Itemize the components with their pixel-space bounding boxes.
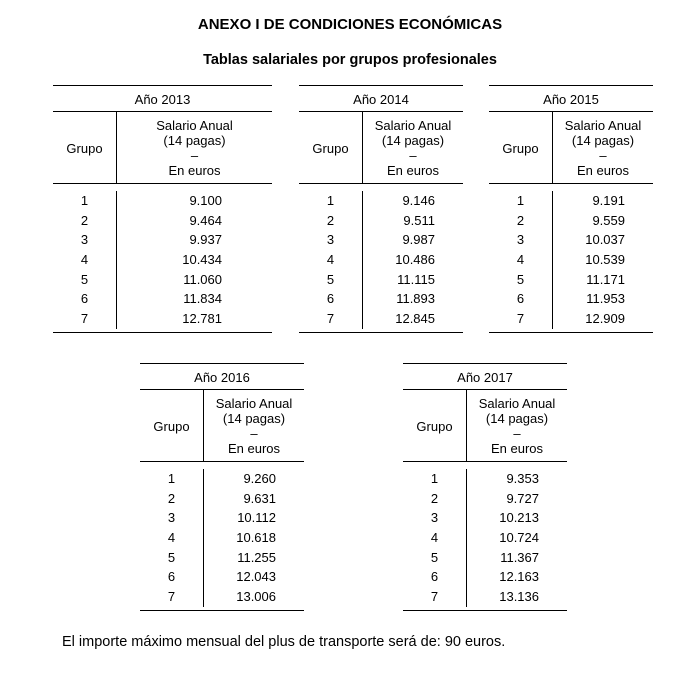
table-row xyxy=(299,211,463,231)
cell-grupo: 4 xyxy=(140,528,204,548)
cell-grupo: 6 xyxy=(140,567,204,587)
cell-salario: 9.464 xyxy=(189,212,222,228)
cell-salario: 10.213 xyxy=(499,510,539,526)
cell-salario: 11.893 xyxy=(396,291,435,307)
cell-salario: 12.909 xyxy=(585,311,625,327)
cell-grupo: 1 xyxy=(489,191,553,211)
table-year-header: Año 2013 xyxy=(53,85,272,112)
cell-salario: 10.037 xyxy=(585,232,625,248)
cell-grupo: 3 xyxy=(403,508,467,528)
table-row xyxy=(299,309,463,329)
transport-allowance-note: El importe máximo mensual del plus de transporte será de: 90 euros. xyxy=(62,634,506,650)
table-row xyxy=(140,489,304,509)
cell-grupo: 4 xyxy=(53,250,117,270)
cell-salario: 11.953 xyxy=(586,291,625,307)
salario-header-line2: (14 pagas) xyxy=(381,132,445,148)
cell-salario: 11.115 xyxy=(397,271,435,287)
table-body xyxy=(53,184,272,333)
salario-header-line3: – xyxy=(190,147,199,163)
cell-salario: 9.937 xyxy=(189,232,222,248)
cell-grupo: 4 xyxy=(489,250,553,270)
table-row xyxy=(299,230,463,250)
cell-salario: 9.260 xyxy=(243,471,276,486)
cell-grupo: 2 xyxy=(299,211,363,231)
salario-header-line4: En euros xyxy=(227,440,281,456)
cell-grupo: 6 xyxy=(299,289,363,309)
table-row xyxy=(53,211,272,231)
table-column-header xyxy=(140,390,304,462)
cell-salario: 9.559 xyxy=(592,212,625,228)
cell-salario: 10.618 xyxy=(236,530,276,546)
table-row xyxy=(299,270,463,290)
table-year-header: Año 2014 xyxy=(299,85,463,112)
table-row xyxy=(53,270,272,290)
table-body xyxy=(140,462,304,611)
cell-salario: 10.434 xyxy=(182,252,222,268)
cell-grupo: 3 xyxy=(140,508,204,528)
cell-grupo: 5 xyxy=(53,270,117,290)
document-subtitle: Tablas salariales por grupos profesionales xyxy=(203,52,497,68)
table-row xyxy=(53,191,272,211)
salary-table-2015 xyxy=(489,85,653,333)
column-header-salario xyxy=(553,112,653,183)
table-row xyxy=(140,567,304,587)
table-row xyxy=(403,528,567,548)
table-row xyxy=(489,191,653,211)
salario-header-line3: – xyxy=(513,425,521,441)
salario-header-line2: (14 pagas) xyxy=(485,410,549,426)
table-row xyxy=(489,289,653,309)
table-row xyxy=(489,309,653,329)
salary-table-2013 xyxy=(53,85,272,333)
column-header-grupo: Grupo xyxy=(53,112,117,183)
table-row xyxy=(403,489,567,509)
salario-header-line2: (14 pagas) xyxy=(571,132,635,148)
table-row xyxy=(299,289,463,309)
column-header-salario xyxy=(204,390,304,461)
salario-header-line2: (14 pagas) xyxy=(222,410,286,426)
salario-header-line2: (14 pagas) xyxy=(163,132,226,148)
column-header-salario xyxy=(363,112,463,183)
salario-header-line1: Salario Anual xyxy=(564,117,642,133)
table-row xyxy=(489,230,653,250)
table-row xyxy=(403,508,567,528)
table-row xyxy=(53,289,272,309)
table-year-header: Año 2015 xyxy=(489,85,653,112)
table-year-header: Año 2017 xyxy=(403,363,567,390)
salario-header-line1: Salario Anual xyxy=(478,395,556,411)
cell-salario: 11.060 xyxy=(183,271,222,287)
table-column-header xyxy=(53,112,272,184)
cell-salario: 10.539 xyxy=(585,252,625,268)
cell-salario: 12.163 xyxy=(499,569,539,585)
cell-grupo: 5 xyxy=(299,270,363,290)
salary-table-2016 xyxy=(140,363,304,611)
table-row xyxy=(489,211,653,231)
table-row xyxy=(53,309,272,329)
cell-salario: 9.191 xyxy=(592,193,625,208)
cell-salario: 9.727 xyxy=(506,490,539,506)
salary-table-2014 xyxy=(299,85,463,333)
cell-salario: 9.631 xyxy=(243,490,276,506)
cell-salario: 12.781 xyxy=(182,311,222,327)
cell-salario: 11.367 xyxy=(500,549,539,565)
cell-grupo: 7 xyxy=(53,309,117,329)
salario-header-line4: En euros xyxy=(386,162,440,178)
table-row xyxy=(140,469,304,489)
cell-salario: 9.146 xyxy=(402,193,435,208)
cell-grupo: 1 xyxy=(299,191,363,211)
table-row xyxy=(299,191,463,211)
salario-header-line3: – xyxy=(250,425,258,441)
table-row xyxy=(140,587,304,607)
table-body xyxy=(403,462,567,611)
cell-salario: 11.255 xyxy=(237,549,276,565)
cell-salario: 12.845 xyxy=(395,311,435,327)
cell-grupo: 2 xyxy=(53,211,117,231)
cell-grupo: 5 xyxy=(140,548,204,568)
cell-grupo: 1 xyxy=(140,469,204,489)
table-row xyxy=(403,567,567,587)
column-header-salario xyxy=(467,390,567,461)
cell-grupo: 4 xyxy=(299,250,363,270)
table-row xyxy=(140,548,304,568)
table-row xyxy=(403,587,567,607)
cell-salario: 9.511 xyxy=(403,212,435,228)
cell-salario: 10.724 xyxy=(499,530,539,546)
column-header-grupo: Grupo xyxy=(299,112,363,183)
cell-salario: 9.353 xyxy=(506,471,539,486)
cell-grupo: 7 xyxy=(403,587,467,607)
salario-header-line4: En euros xyxy=(490,440,544,456)
salario-header-line4: En euros xyxy=(168,162,221,178)
salario-header-line3: – xyxy=(409,147,417,163)
cell-salario: 9.987 xyxy=(402,232,435,248)
cell-grupo: 2 xyxy=(489,211,553,231)
column-header-salario xyxy=(117,112,272,183)
salario-header-line3: – xyxy=(599,147,607,163)
cell-salario: 10.112 xyxy=(237,510,276,526)
cell-grupo: 5 xyxy=(403,548,467,568)
table-row xyxy=(53,250,272,270)
table-row xyxy=(140,508,304,528)
cell-salario: 13.136 xyxy=(499,589,539,605)
table-column-header xyxy=(299,112,463,184)
salary-table-2017 xyxy=(403,363,567,611)
cell-salario: 12.043 xyxy=(236,569,276,585)
cell-salario: 11.171 xyxy=(586,271,625,287)
table-row xyxy=(403,469,567,489)
cell-grupo: 3 xyxy=(489,230,553,250)
table-column-header xyxy=(403,390,567,462)
salario-header-line1: Salario Anual xyxy=(374,117,452,133)
cell-grupo: 7 xyxy=(299,309,363,329)
cell-salario: 13.006 xyxy=(236,589,276,605)
salario-header-line4: En euros xyxy=(576,162,630,178)
cell-grupo: 3 xyxy=(299,230,363,250)
table-body xyxy=(489,184,653,333)
cell-grupo: 2 xyxy=(140,489,204,509)
table-column-header xyxy=(489,112,653,184)
cell-salario: 9.100 xyxy=(189,193,222,208)
table-row xyxy=(403,548,567,568)
table-year-header: Año 2016 xyxy=(140,363,304,390)
cell-grupo: 5 xyxy=(489,270,553,290)
cell-grupo: 3 xyxy=(53,230,117,250)
table-row xyxy=(299,250,463,270)
cell-grupo: 1 xyxy=(53,191,117,211)
cell-salario: 11.834 xyxy=(183,291,222,307)
column-header-grupo: Grupo xyxy=(140,390,204,461)
table-row xyxy=(489,270,653,290)
cell-grupo: 2 xyxy=(403,489,467,509)
cell-grupo: 7 xyxy=(140,587,204,607)
cell-grupo: 6 xyxy=(403,567,467,587)
table-row xyxy=(489,250,653,270)
table-row xyxy=(53,230,272,250)
table-row xyxy=(140,528,304,548)
cell-grupo: 7 xyxy=(489,309,553,329)
cell-salario: 10.486 xyxy=(395,252,435,268)
salario-header-line1: Salario Anual xyxy=(215,395,293,411)
cell-grupo: 4 xyxy=(403,528,467,548)
column-header-grupo: Grupo xyxy=(489,112,553,183)
cell-grupo: 1 xyxy=(403,469,467,489)
cell-grupo: 6 xyxy=(53,289,117,309)
table-body xyxy=(299,184,463,333)
document-title: ANEXO I DE CONDICIONES ECONÓMICAS xyxy=(197,16,503,33)
salario-header-line1: Salario Anual xyxy=(156,117,233,133)
cell-grupo: 6 xyxy=(489,289,553,309)
column-header-grupo: Grupo xyxy=(403,390,467,461)
